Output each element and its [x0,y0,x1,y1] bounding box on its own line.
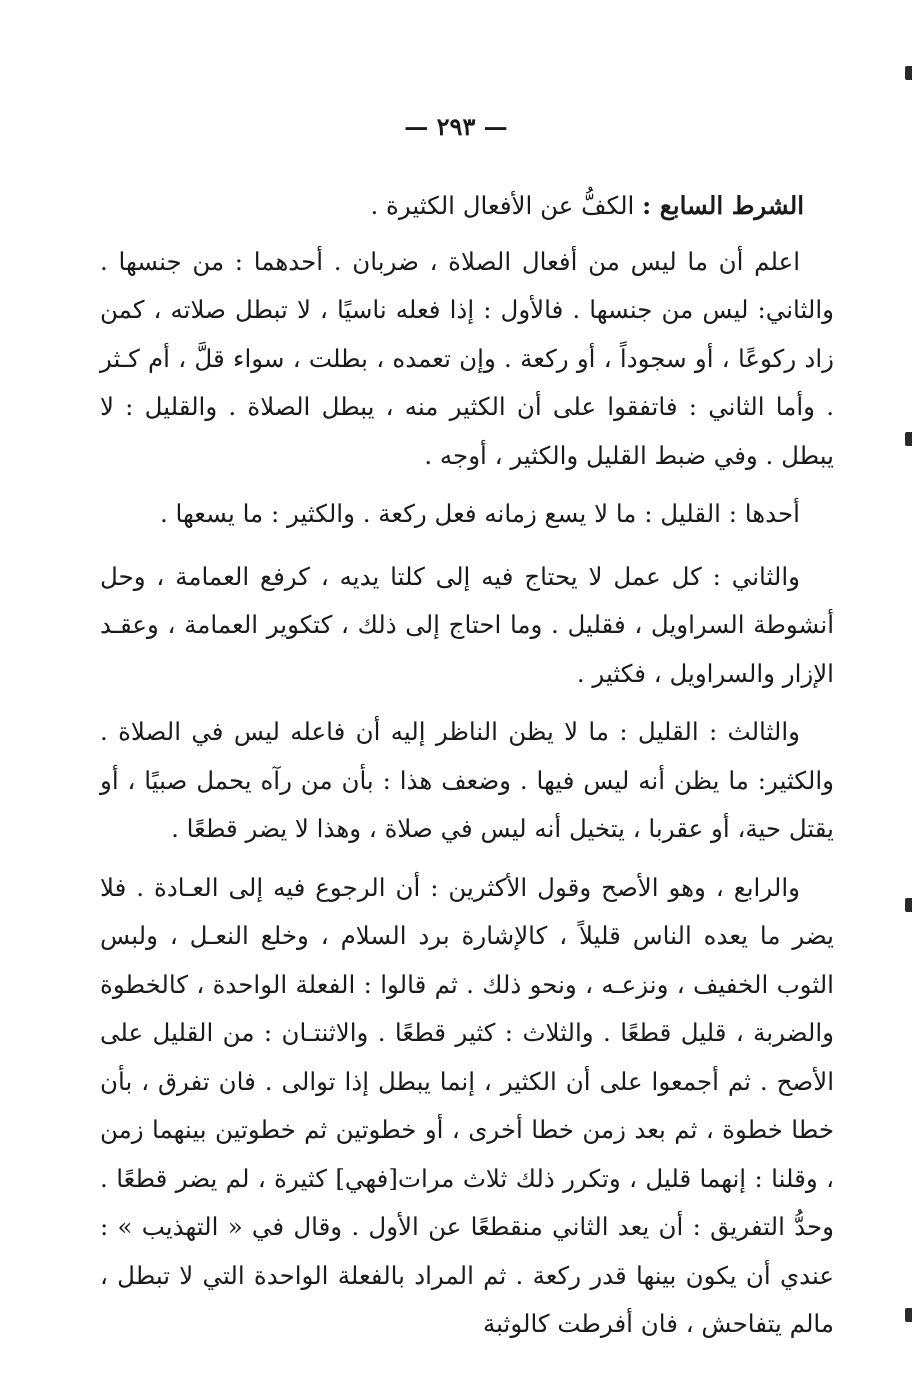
paragraph-fourth-view: والرابع ، وهو الأصح وقول الأكثرين : أن الرجوع فيه إلى العـادة . فلا يضر ما يعده الناس قليلاً ، كالإشارة برد السلام ، وخلع النعـل ، ولبس الثوب الخفيف ، ونزعـه ، ونحو ذلك . ثم قالوا : الفعلة الواحدة ، كالخطوة والضربة ، قليل قطعًا . والثلاث : كثير قطعًا . والاثنتـان : من القليل على الأصح . ثم أجمعوا على أن الكثير ، إنما يبطل إذا توالى . فان تفرق ، بأن خطا خطوة ، ثم بعد زمن خطا أخرى ، أو خطوتين ثم خطوتين بينهما زمن ، وقلنا : إنهما قليل ، وتكرر ذلك ثلاث مرات[فهي] كثيرة ، لم يضر قطعًا . وحدُّ التفريق : أن يعد الثاني منقطعًا عن الأول . وقال في « التهذيب » : عندي أن يكون بينها قدر ركعة . ثم المراد بالفعلة الواحدة التي لا تبطل ، مالم يتفاحش ، فان أفرطت كالوثبة [100,872,834,1338]
page-number: — ٢٩٣ — [404,112,508,141]
page-body [100,182,834,1349]
scan-edge-mark [905,66,912,80]
paragraph-first-view: أحدها : القليل : ما لا يسع زمانه فعل ركعة . والكثير : ما يسعها . [159,499,800,528]
section-heading-label: الشرط السابع : [642,191,804,220]
section-heading [100,182,804,231]
scan-edge-mark [905,432,912,446]
section-heading-title: الكفُّ عن الأفعال الكثيرة . [370,191,643,220]
scan-edge-mark [905,1308,912,1322]
scan-edge-mark [905,898,912,912]
paragraph-third-view: والثالث : القليل : ما لا يظن الناظر إليه أن فاعله ليس في الصلاة . والكثير: ما يظن أنه ليس فيها . وضعف هذا : بأن من رآه يحمل صبيًا ، أو يقتل حية، أو عقربا ، يتخيل أنه ليس في صلاة ، وهذا لا يضر قطعًا . [100,717,834,843]
paragraph-intro: اعلم أن ما ليس من أفعال الصلاة ، ضربان . أحدهما : من جنسها . والثاني: ليس من جنسها . فالأول : إذا فعله ناسيًا ، لا تبطل صلاته ، كمن زاد ركوعًا ، أو سجوداً ، أو ركعة . وإن تعمده ، بطلت ، سواء قلَّ ، أم كـثر . وأما الثاني : فاتفقوا على أن الكثير منه ، يبطل الصلاة . والقليل : لا يبطل . وفي ضبط القليل والكثير ، أوجه . [100,246,834,470]
paragraph-second-view: والثاني : كل عمل لا يحتاج فيه إلى كلتا يديه ، كرفع العمامة ، وحل أنشوطة السراويل ، فقليل . وما احتاج إلى ذلك ، كتكوير العمامة ، وعقـد الإزار والسراويل ، فكثير . [100,561,834,688]
